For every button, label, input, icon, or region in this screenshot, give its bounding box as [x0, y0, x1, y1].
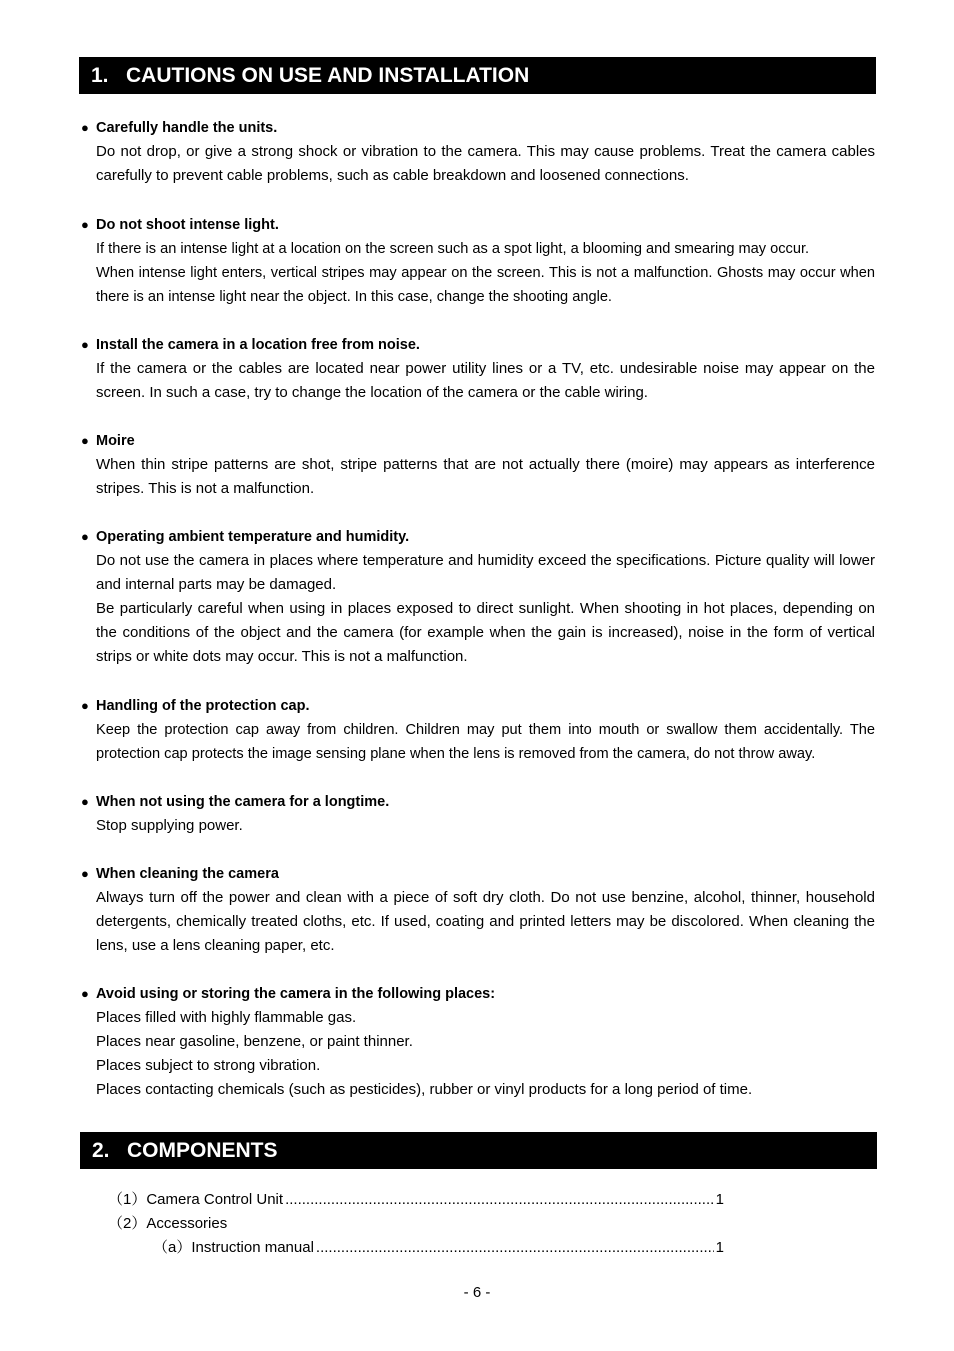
section-2-number: 2.	[92, 1139, 110, 1162]
bullet-icon: ●	[81, 433, 89, 448]
caution-item	[81, 862, 875, 958]
caution-title	[81, 333, 875, 357]
caution-title-text: Handling of the protection cap.	[96, 698, 310, 714]
caution-title-text: When not using the camera for a longtime.	[96, 794, 390, 810]
caution-item	[81, 694, 875, 766]
component-label: Camera Control Unit	[146, 1191, 284, 1208]
caution-title	[81, 525, 875, 549]
component-line	[108, 1212, 227, 1236]
caution-title	[81, 116, 875, 140]
caution-item	[81, 429, 875, 501]
caution-item	[81, 982, 875, 1102]
caution-paragraph: Do not drop, or give a strong shock or vibration to the camera. This may cause problems. Treat the camera cables carefully to prevent cable problems, such as cable breakdown and loosened connections.	[96, 143, 875, 184]
caution-title-text: Operating ambient temperature and humidity.	[96, 529, 410, 545]
caution-title	[81, 694, 875, 718]
caution-body	[96, 718, 875, 766]
bullet-icon: ●	[81, 529, 89, 544]
caution-title-text: Moire	[96, 433, 135, 449]
caution-paragraph: Places subject to strong vibration.	[96, 1057, 321, 1074]
section-1-header	[79, 57, 876, 94]
caution-paragraph: If the camera or the cables are located near power utility lines or a TV, etc. undesirable noise may appear on the screen. In such a case, try to change the location of the camera or the cable wiring.	[96, 360, 875, 401]
component-label: Accessories	[146, 1215, 228, 1232]
caution-item	[81, 116, 875, 188]
bullet-icon: ●	[81, 337, 89, 352]
caution-body	[96, 1006, 875, 1102]
caution-title	[81, 862, 875, 886]
bullet-icon: ●	[81, 698, 89, 713]
section-2-header	[80, 1132, 877, 1169]
caution-paragraph: Always turn off the power and clean with a piece of soft dry cloth. Do not use benzine, alcohol, thinner, household detergents, chemically treated cloths, etc. If used, coating and printed letters may be discolored. When cleaning the lens, use a lens cleaning paper, etc.	[96, 889, 875, 954]
bullet-icon: ●	[81, 217, 89, 232]
caution-paragraph: Places filled with highly flammable gas.	[96, 1009, 357, 1026]
caution-title	[81, 429, 875, 453]
caution-title	[81, 790, 875, 814]
section-2-title: COMPONENTS	[127, 1139, 278, 1162]
component-number: （2）	[108, 1215, 147, 1232]
caution-title-text: Do not shoot intense light.	[96, 217, 279, 233]
component-quantity: 1	[715, 1191, 724, 1208]
caution-paragraph: If there is an intense light at a location on the screen such as a spot light, a blooming and smearing may occur.	[96, 241, 810, 257]
caution-body	[96, 814, 875, 838]
caution-body	[96, 453, 875, 501]
leader-dots	[285, 1188, 714, 1212]
caution-paragraph: Stop supplying power.	[96, 817, 243, 834]
bullet-icon: ●	[81, 986, 89, 1001]
caution-title-text: Carefully handle the units.	[96, 120, 278, 136]
caution-title-text: When cleaning the camera	[96, 866, 279, 882]
caution-paragraph: Do not use the camera in places where temperature and humidity exceed the specifications. Picture quality will lower and internal parts may be damaged.	[96, 552, 875, 593]
caution-title-text: Avoid using or storing the camera in the following places:	[96, 986, 496, 1002]
component-line	[108, 1188, 724, 1212]
caution-paragraph: Places near gasoline, benzene, or paint thinner.	[96, 1033, 413, 1050]
caution-item	[81, 525, 875, 669]
component-line	[153, 1236, 724, 1260]
caution-body	[96, 886, 875, 958]
bullet-icon: ●	[81, 794, 89, 809]
bullet-icon: ●	[81, 866, 89, 881]
caution-paragraph: When thin stripe patterns are shot, stripe patterns that are not actually there (moire) may appears as interference stripes. This is not a malfunction.	[96, 456, 875, 497]
leader-dots	[316, 1236, 714, 1260]
caution-title-text: Install the camera in a location free from noise.	[96, 337, 420, 353]
caution-paragraph: Places contacting chemicals (such as pesticides), rubber or vinyl products for a long period of time.	[96, 1081, 753, 1098]
caution-item	[81, 790, 875, 838]
section-1-title: CAUTIONS ON USE AND INSTALLATION	[126, 64, 530, 87]
caution-title	[81, 213, 875, 237]
component-quantity: 1	[715, 1239, 724, 1256]
caution-body	[96, 237, 875, 309]
caution-body	[96, 140, 875, 188]
caution-body	[96, 357, 875, 405]
section-1-number: 1.	[91, 64, 109, 87]
caution-paragraph: Be particularly careful when using in places exposed to direct sunlight. When shooting in hot places, depending on the conditions of the object and the camera (for example when the gain is increased), noise in the form of vertical strips or white dots may occur. This is not a malfunction.	[96, 600, 875, 665]
bullet-icon: ●	[81, 120, 89, 135]
caution-item	[81, 333, 875, 405]
caution-item	[81, 213, 875, 309]
page-number: - 6 -	[463, 1284, 491, 1301]
caution-paragraph: When intense light enters, vertical stripes may appear on the screen. This is not a malfunction. Ghosts may occur when there is an intense light near the object. In this case, change the shooting angle.	[96, 265, 875, 305]
component-number: （a）	[153, 1239, 192, 1256]
component-number: （1）	[108, 1191, 147, 1208]
caution-body	[96, 549, 875, 669]
caution-title	[81, 982, 875, 1006]
component-label: Instruction manual	[191, 1239, 314, 1256]
caution-paragraph: Keep the protection cap away from children. Children may put them into mouth or swallow them accidentally. The protection cap protects the image sensing plane when the lens is removed from the camera, do not throw away.	[96, 722, 875, 762]
